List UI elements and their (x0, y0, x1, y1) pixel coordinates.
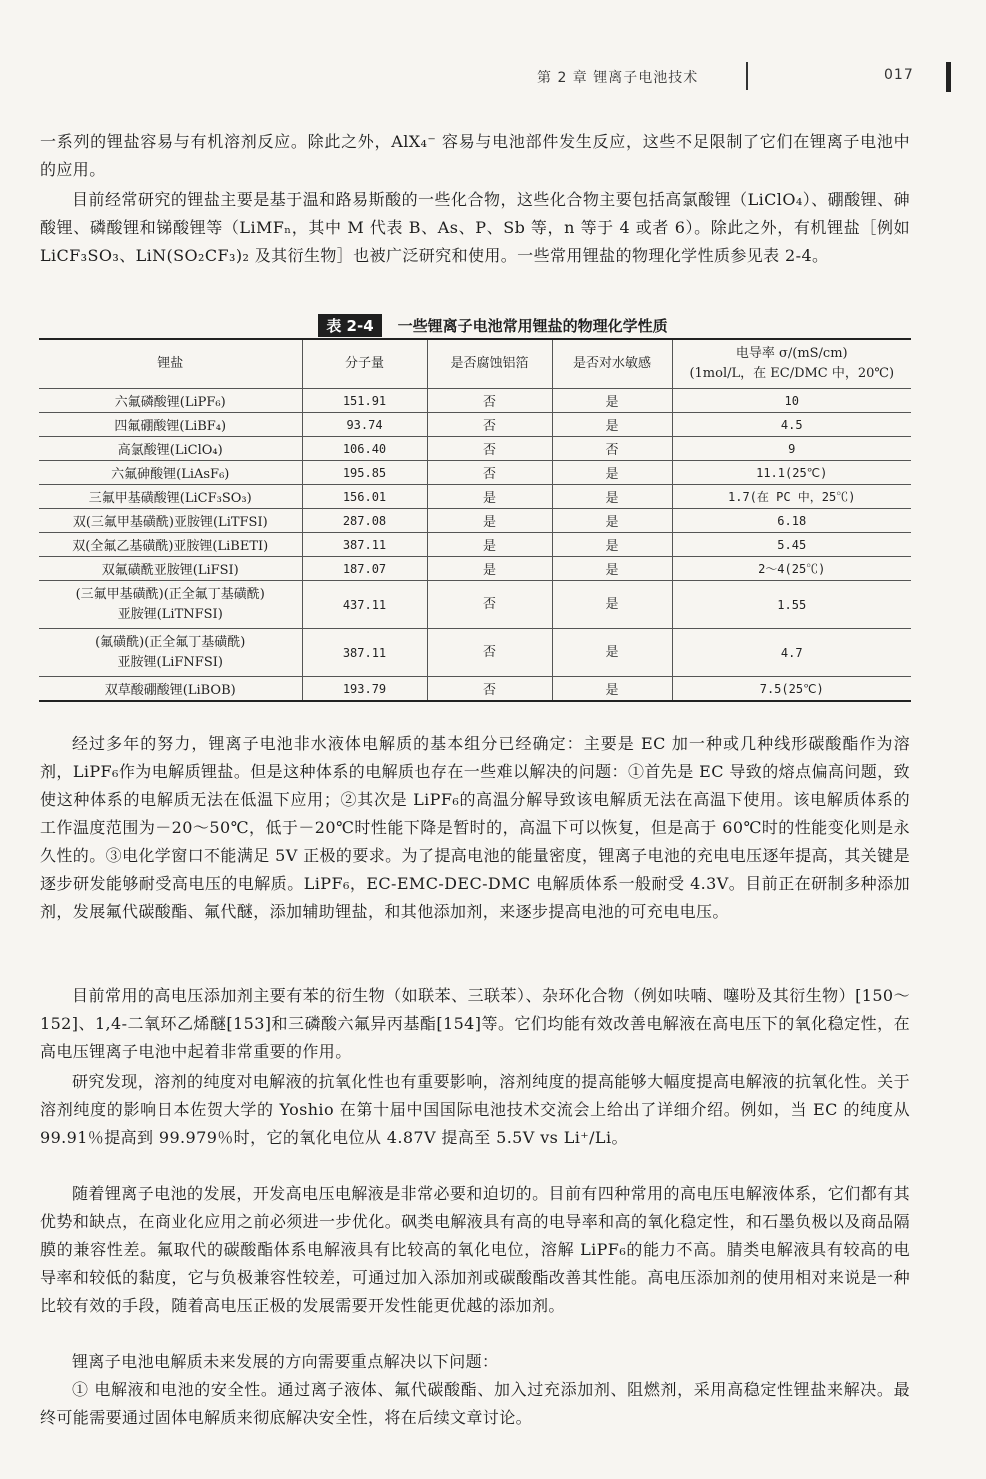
table-row (39, 461, 911, 485)
paragraph-body-1: 经过多年的努力，锂离子电池非水液体电解质的基本组分已经确定：主要是 EC 加一种或几种线形碳酸酯作为溶剂，LiPF₆作为电解质锂盐。但是这种体系的电解质也存在一些难以解决的问题：①首先是 EC 导致的熔点偏高问题，致使这种体系的电解质无法在低温下应用；②其次是 LiPF₆的高温分解导致该电解质无法在高温下使用。该电解质体系的工作温度范围为－20～50℃，低于－20℃时性能下降是暂时的，高温下可以恢复，但是高于 60℃时的性能变化则是永久性的。③电化学窗口不能满足 5V 正极的要求。为了提高电池的能量密度，锂离子电池的充电电压逐年提高，其关键是逐步研发能够耐受高电压的电解质。LiPF₆，EC-EMC-DEC-DMC 电解质体系一般耐受 4.3V。目前正在研制多种添加剂，发展氟代碳酸酯、氟代醚，添加辅助锂盐，和其他添加剂，来逐步提高电池的可充电电压。 (40, 734, 910, 921)
al-cell: 是 (427, 557, 552, 581)
salt-cell: 双(全氟乙基磺酰)亚胺锂(LiBETI) (39, 533, 302, 557)
water-cell: 是 (552, 677, 672, 702)
header-cond-line2: (1mol/L，在 EC/DMC 中，20℃) (689, 366, 895, 381)
salt-cell: 双氟磺酰亚胺锂(LiFSI) (39, 557, 302, 581)
table-row (39, 509, 911, 533)
cond-cell: 6.18 (672, 509, 911, 533)
paragraph-top-1: 一系列的锂盐容易与有机溶剂反应。除此之外，AlX₄⁻ 容易与电池部件发生反应，这些不足限制了它们在锂离子电池中的应用。 (40, 132, 910, 179)
al-cell: 否 (427, 461, 552, 485)
page-header (0, 62, 986, 92)
salt-cell: 高氯酸锂(LiClO₄) (39, 437, 302, 461)
table-row (39, 389, 911, 413)
paragraph-body-2: 目前常用的高电压添加剂主要有苯的衍生物（如联苯、三联苯）、杂环化合物（例如呋喃、噻吩及其衍生物）[150～152]、1,4-二氧环乙烯醚[153]和三磷酸六氟异丙基酯[154]等。它们均能有效改善电解液在高电压下的氧化稳定性，在高电压锂离子电池中起着非常重要的作用。 (40, 986, 910, 1061)
water-cell: 是 (552, 533, 672, 557)
paragraph-body-4: 随着锂离子电池的发展，开发高电压电解液是非常必要和迫切的。目前有四种常用的高电压电解液体系，它们都有其优势和缺点，在商业化应用之前必须进一步优化。砜类电解液具有高的电导率和高的氧化稳定性，和石墨负极以及商品隔膜的兼容性差。氟取代的碳酸酯体系电解液具有比较高的氧化电位，溶解 LiPF₆的能力不高。腈类电解液具有较高的电导率和较低的黏度，它与负极兼容性较差，可通过加入添加剂或碳酸酯改善其性能。高电压添加剂的使用相对来说是一种比较有效的手段，随着高电压正极的发展需要开发性能更优越的添加剂。 (40, 1184, 910, 1315)
mw-cell: 195.85 (302, 461, 427, 485)
table-row (39, 629, 911, 677)
al-cell: 否 (427, 677, 552, 702)
water-cell: 是 (552, 557, 672, 581)
table-row (39, 533, 911, 557)
cond-cell: 9 (672, 437, 911, 461)
table-row (39, 557, 911, 581)
page-number: 017 (884, 67, 914, 83)
salt-cell: 双(三氟甲基磺酰)亚胺锂(LiTFSI) (39, 509, 302, 533)
table-row (39, 485, 911, 509)
cond-cell: 2～4(25℃) (672, 557, 911, 581)
edge-marker (946, 62, 951, 92)
cond-cell: 7.5(25℃) (672, 677, 911, 702)
mw-cell: 187.07 (302, 557, 427, 581)
water-cell: 是 (552, 413, 672, 437)
cond-cell: 4.5 (672, 413, 911, 437)
cond-cell: 11.1(25℃) (672, 461, 911, 485)
paragraph-top-2: 目前经常研究的锂盐主要是基于温和路易斯酸的一些化合物，这些化合物主要包括高氯酸锂（LiClO₄）、硼酸锂、砷酸锂、磷酸锂和锑酸锂等（LiMFₙ，其中 M 代表 B、As、P、Sb 等，n 等于 4 或者 6）。除此之外，有机锂盐［例如 LiCF₃SO₃、LiN(SO₂CF₃)₂ 及其衍生物］也被广泛研究和使用。一些常用锂盐的物理化学性质参见表 2-4。 (40, 190, 910, 265)
paragraph-body-6: ① 电解液和电池的安全性。通过离子液体、氟代碳酸酯、加入过充添加剂、阻燃剂，采用高稳定性锂盐来解决。最终可能需要通过固体电解质来彻底解决安全性，将在后续文章讨论。 (40, 1380, 910, 1427)
table-row (39, 677, 911, 702)
salt-cell: 三氟甲基磺酸锂(LiCF₃SO₃) (39, 485, 302, 509)
mw-cell: 387.11 (302, 629, 427, 677)
mw-cell: 387.11 (302, 533, 427, 557)
lithium-salt-table (39, 338, 911, 702)
header-mw: 分子量 (302, 339, 427, 389)
mw-cell: 106.40 (302, 437, 427, 461)
salt-line1: (三氟甲基磺酰)(正全氟丁基磺酰) (75, 586, 265, 602)
cond-cell: 1.55 (672, 581, 911, 629)
cond-cell: 10 (672, 389, 911, 413)
mw-cell: 437.11 (302, 581, 427, 629)
salt-cell: 六氟砷酸锂(LiAsF₆) (39, 461, 302, 485)
mw-cell: 93.74 (302, 413, 427, 437)
water-cell: 是 (552, 629, 672, 677)
table-row (39, 581, 911, 629)
al-cell: 否 (427, 413, 552, 437)
salt-cell (39, 629, 302, 677)
water-cell: 是 (552, 485, 672, 509)
water-cell: 是 (552, 461, 672, 485)
al-cell: 是 (427, 509, 552, 533)
al-cell: 否 (427, 389, 552, 413)
al-cell: 是 (427, 533, 552, 557)
table-tag: 表 2-4 (318, 314, 381, 337)
header-water: 是否对水敏感 (552, 339, 672, 389)
salt-line1: (氟磺酰)(正全氟丁基磺酰) (95, 634, 246, 650)
mw-cell: 287.08 (302, 509, 427, 533)
mw-cell: 151.91 (302, 389, 427, 413)
water-cell: 是 (552, 581, 672, 629)
salt-line2: 亚胺锂(LiTNFSI) (117, 606, 223, 622)
table-title: 一些锂离子电池常用锂盐的物理化学性质 (397, 317, 668, 335)
header-al: 是否腐蚀铝箔 (427, 339, 552, 389)
salt-cell: 六氟磷酸锂(LiPF₆) (39, 389, 302, 413)
header-cond-line1: 电导率 σ/(mS/cm) (735, 346, 848, 361)
salt-cell: 四氟硼酸锂(LiBF₄) (39, 413, 302, 437)
al-cell: 是 (427, 485, 552, 509)
header-conductivity (672, 339, 911, 389)
paragraph-body-5: 锂离子电池电解质未来发展的方向需要重点解决以下问题： (72, 1352, 499, 1371)
al-cell: 否 (427, 581, 552, 629)
table-caption (0, 314, 986, 337)
header-salt: 锂盐 (39, 339, 302, 389)
cond-cell: 1.7(在 PC 中，25℃) (672, 485, 911, 509)
mw-cell: 156.01 (302, 485, 427, 509)
header-divider (746, 62, 748, 90)
cond-cell: 5.45 (672, 533, 911, 557)
water-cell: 是 (552, 509, 672, 533)
table-row (39, 413, 911, 437)
al-cell: 否 (427, 629, 552, 677)
cond-cell: 4.7 (672, 629, 911, 677)
salt-cell (39, 581, 302, 629)
chapter-title: 第 2 章 锂离子电池技术 (537, 70, 699, 86)
table-header-row (39, 339, 911, 389)
water-cell: 是 (552, 389, 672, 413)
mw-cell: 193.79 (302, 677, 427, 702)
table-row (39, 437, 911, 461)
paragraph-body-3: 研究发现，溶剂的纯度对电解液的抗氧化性也有重要影响，溶剂纯度的提高能够大幅度提高电解液的抗氧化性。关于溶剂纯度的影响日本佐贺大学的 Yoshio 在第十届中国国际电池技术交流会上给出了详细介绍。例如，当 EC 的纯度从 99.91％提高到 99.979％时，它的氧化电位从 4.87V 提高至 5.5V vs Li⁺/Li。 (40, 1072, 910, 1147)
salt-line2: 亚胺锂(LiFNFSI) (117, 654, 223, 670)
water-cell: 否 (552, 437, 672, 461)
salt-cell: 双草酸硼酸锂(LiBOB) (39, 677, 302, 702)
al-cell: 否 (427, 437, 552, 461)
